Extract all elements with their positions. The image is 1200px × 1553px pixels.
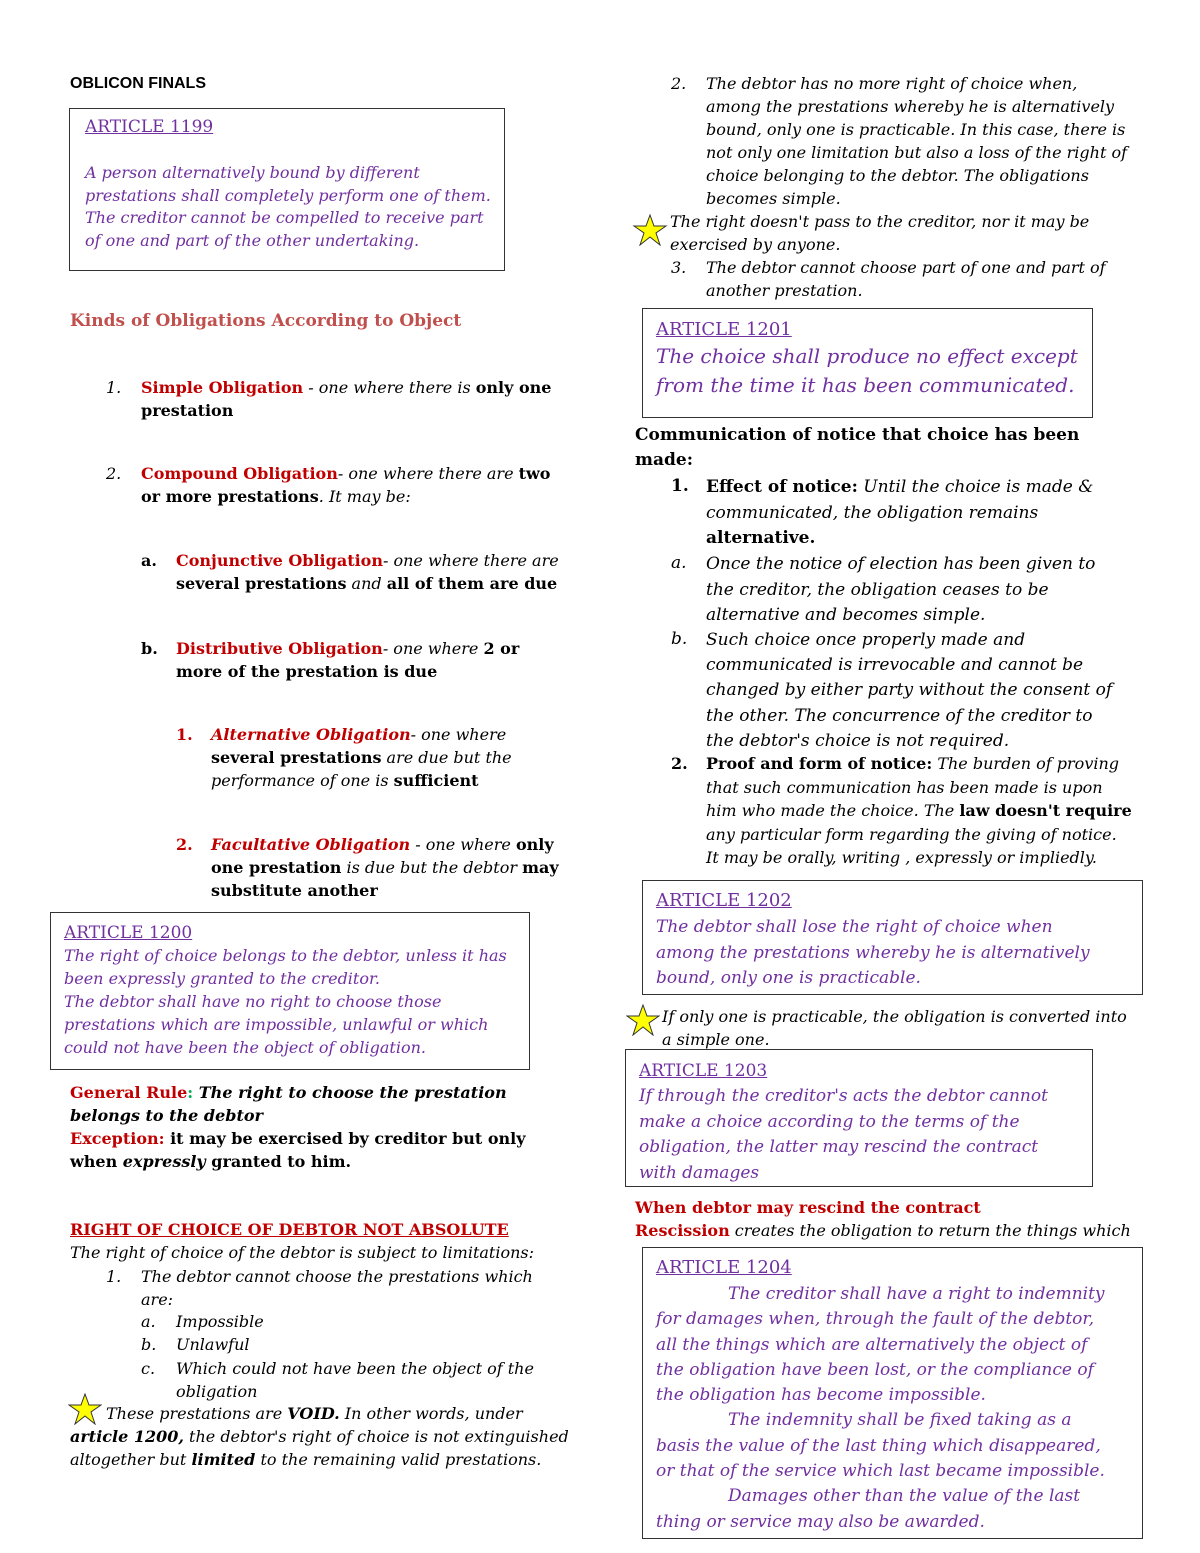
text: only [515,835,554,854]
text-line: been expressly granted to the creditor. [64,969,380,988]
label: Rescission [635,1221,730,1240]
text: may [522,858,559,877]
text: or [494,639,520,658]
loss-of-choice-item [706,72,1127,210]
label: Proof and form of notice: [706,754,933,773]
text-line: with damages [639,1162,760,1183]
list-letter: a. [141,551,157,570]
list-number: 1. [106,378,122,397]
term: Alternative Obligation [211,725,411,744]
text: expressly [122,1152,206,1171]
star-note-right-choice [670,210,1089,256]
right-of-choice-heading: RIGHT OF CHOICE OF DEBTOR NOT ABSOLUTE [70,1220,509,1239]
article-1202-box [642,880,1143,995]
text-line: obligation, the latter may rescind the contract [639,1137,1039,1157]
facultative-obligation-item [211,833,581,902]
kinds-heading: Kinds of Obligations According to Object [70,311,462,331]
text: and [346,574,387,593]
text-line: Once the notice of election has been given to [706,554,1096,574]
text-line: are: [141,1290,174,1309]
text: prestation [141,401,234,420]
label: Exception: [70,1129,165,1148]
text-line: communicated, the obligation remains [706,502,1039,523]
list-letter: b. [671,629,688,649]
text-line: not only one limitation but also a loss of the right of [706,143,1128,162]
text: . It may be: [318,487,411,506]
text-line: exercised by anyone. [670,235,841,254]
text-line: the obligation has become impossible. [656,1385,986,1406]
text: the debtor's right of choice is not extinguished [183,1427,569,1446]
text-line: among the prestations whereby he is alternatively [656,942,1090,963]
text-line: The creditor cannot be compelled to receive part [85,208,484,227]
rescission-text [635,1219,1155,1242]
article-1203-title: ARTICLE 1203 [639,1061,768,1081]
article-1199-text [85,162,505,252]
text-line: If through the creditor's acts the debtor cannot [639,1086,1048,1106]
text: VOID. [287,1404,340,1423]
text-line: The debtor shall lose the right of choice when [656,917,1053,937]
text: belongs to the debtor [70,1106,263,1125]
text: granted to him. [205,1152,352,1171]
part-of-one-item [706,256,1106,302]
rescind-heading: When debtor may rescind the contract [635,1198,981,1217]
text: - one where there are [382,551,559,570]
void-note [70,1402,570,1471]
text-line: It may be orally, writing , expressly or impliedly. [706,848,1097,867]
limitation-item [141,1265,533,1311]
text-line: make a choice according to the terms of the [639,1111,1020,1132]
text: limited [191,1450,256,1469]
text: is due but the debtor [341,858,523,877]
text-line: could not have been the object of obligation. [64,1038,426,1057]
list-number: 1. [106,1267,122,1286]
text-line: prestations shall completely perform one of them. [85,185,491,205]
term: Conjunctive Obligation [176,551,383,570]
text-line: another prestation. [706,281,863,300]
list-number: 1. [671,476,689,496]
text: The burden of proving [932,754,1120,773]
text: only one [475,378,552,397]
text-line: alternative and becomes simple. [706,605,986,625]
text-line: basis the value of the last thing which disappeared, [656,1435,1101,1456]
text-line: If only one is practicable, the obligation is converted into [662,1007,1127,1026]
list-number: 2. [176,835,193,854]
article-1204-box [642,1247,1143,1539]
term: Simple Obligation [141,378,304,397]
label: Effect of notice: [706,477,858,497]
text-line: The indemnity shall be fixed taking as a [728,1410,1072,1431]
text: 2 [483,639,495,658]
page-title: OBLICON FINALS [70,75,206,92]
text-line: The creditor shall have a right to indemnity [728,1284,1105,1304]
list-letter: b. [141,639,158,658]
text: altogether but [70,1450,192,1469]
text: are due but the [381,748,512,767]
text-line: The debtor shall have no right to choose those [64,992,442,1011]
label: General Rule [70,1083,188,1102]
text-line: A person alternatively bound by different [85,163,420,182]
text: more of the prestation is due [176,662,438,681]
text-line: obligation [176,1382,258,1401]
general-rule [70,1081,560,1173]
right-intro: The right of choice of the debtor is subject to limitations: [70,1243,535,1262]
article-1202-title: ARTICLE 1202 [656,890,792,911]
conjunctive-obligation-item [176,549,576,595]
text: him who made the choice. The [706,801,960,820]
compound-obligation-item [141,462,581,508]
text-line: Which could not have been the object of the [176,1359,534,1378]
list-letter: a. [671,553,687,573]
article-1200-box [50,912,530,1070]
text: several prestations [211,748,382,767]
text: These prestations are [106,1404,288,1423]
text-line: The right of choice belongs to the debtor, unless it has [64,946,507,965]
text: sufficient [393,771,479,790]
text-line: made: [635,450,693,470]
text: law doesn't require [959,801,1132,820]
text-line: the debtor's choice is not required. [706,730,1010,751]
text: it may be exercised by creditor but only [164,1129,526,1148]
star-note-practicable [662,1005,1127,1051]
proof-of-notice-item [706,752,1146,870]
term: Distributive Obligation [176,639,383,658]
text: performance of one is [211,771,394,790]
text-line: Communication of notice that choice has been [635,425,1080,445]
distributive-obligation-item [176,637,576,683]
text: Until the choice is made & [857,477,1094,497]
article-1201-text [656,342,1092,400]
text-line: Such choice once properly made and [706,630,1026,650]
text-line: The debtor cannot choose the prestations which [141,1267,533,1286]
article-1204-title: ARTICLE 1204 [656,1257,792,1278]
text-line: the creditor, the obligation ceases to be [706,579,1049,600]
article-1200-title: ARTICLE 1200 [64,923,193,943]
notice-item-b [706,628,1112,754]
article-1204-text [656,1282,1142,1535]
text: article 1200, [70,1427,184,1446]
list-number: 2. [671,74,687,93]
limitation-unlawful: Unlawful [176,1335,250,1354]
text-line: Damages other than the value of the last [728,1486,1081,1507]
text-line: a simple one. [662,1030,770,1049]
article-1200-text [64,944,529,1059]
text-line: the other. The concurrence of the creditor to [706,705,1093,726]
text: - one where [382,639,484,658]
text-line: or that of the service which last became impossible. [656,1461,1105,1482]
list-number: 3. [671,258,687,277]
text: The right to choose the prestation [193,1083,507,1102]
article-1199-box [69,108,505,271]
text: when [70,1152,123,1171]
article-1202-text [656,915,1142,992]
text-line: all the things which are alternatively the object of [656,1334,1088,1355]
text-line: from the time it has been communicated. [656,373,1075,397]
simple-obligation-item [141,376,561,422]
text-line: alternative. [706,528,816,548]
list-letter: c. [141,1359,156,1378]
text-line: The right doesn't pass to the creditor, nor it may be [670,212,1090,231]
limitation-not-object [176,1357,534,1403]
text-line: the obligation have been lost, or the compliance of [656,1359,1094,1380]
limitation-impossible: Impossible [176,1312,264,1331]
article-1199-title: ARTICLE 1199 [85,117,214,137]
star-icon [632,214,668,246]
text-line: choice belonging to the debtor. The obligations [706,166,1089,185]
text: or more prestations [141,487,319,506]
text: - one where [410,835,516,854]
term: Facultative Obligation [211,835,411,854]
text-line: for damages when, through the fault of the debtor, [656,1309,1095,1330]
text-line: The choice shall produce no effect except [656,344,1078,368]
text-line: that such communication has been made is upon [706,777,1103,797]
text: all of them are due [386,574,558,593]
text-line: bound, only one is practicable. [656,968,921,988]
article-1203-text [639,1084,1092,1186]
text-line: becomes simple. [706,189,841,208]
term: Compound Obligation [141,464,338,483]
article-1203-box [625,1049,1093,1187]
text: - one where [410,725,507,744]
text-line: thing or service may also be awarded. [656,1511,985,1532]
text-line: The debtor cannot choose part of one and part of [706,258,1106,277]
text: creates the obligation to return the things which [729,1221,1131,1240]
notice-heading [635,423,1079,473]
text: - one where there is [303,378,476,397]
text: substitute another [211,881,378,900]
effect-of-notice-item [706,475,1146,552]
text-line: among the prestations whereby he is alternatively [706,97,1115,116]
article-1201-box [642,308,1093,418]
list-letter: b. [141,1335,157,1354]
list-letter: a. [141,1312,156,1331]
text-line: any particular form regarding the giving of notice. [706,824,1117,844]
text-line: bound, only one is practicable. In this case, there is [706,120,1126,139]
list-number: 2. [671,754,688,773]
text: one prestation [211,858,342,877]
text-line: communicated is irrevocable and cannot be [706,655,1084,676]
list-number: 1. [176,725,193,744]
alternative-obligation-item [211,723,571,792]
text: : [187,1083,194,1102]
text: several prestations [176,574,347,593]
text-line: changed by either party without the consent of [706,680,1113,701]
text-line: of one and part of the other undertaking. [85,230,420,250]
text: two [518,464,551,483]
text: In other words, under [339,1404,523,1423]
text-line: prestations which are impossible, unlawful or which [64,1015,489,1034]
text: - one where there are [337,464,519,483]
notice-item-a [706,552,1095,629]
text: to the remaining valid prestations. [255,1450,542,1469]
text-line: The debtor has no more right of choice when, [706,74,1078,93]
list-number: 2. [106,464,122,483]
article-1201-title: ARTICLE 1201 [656,319,792,340]
star-icon [626,1004,660,1036]
